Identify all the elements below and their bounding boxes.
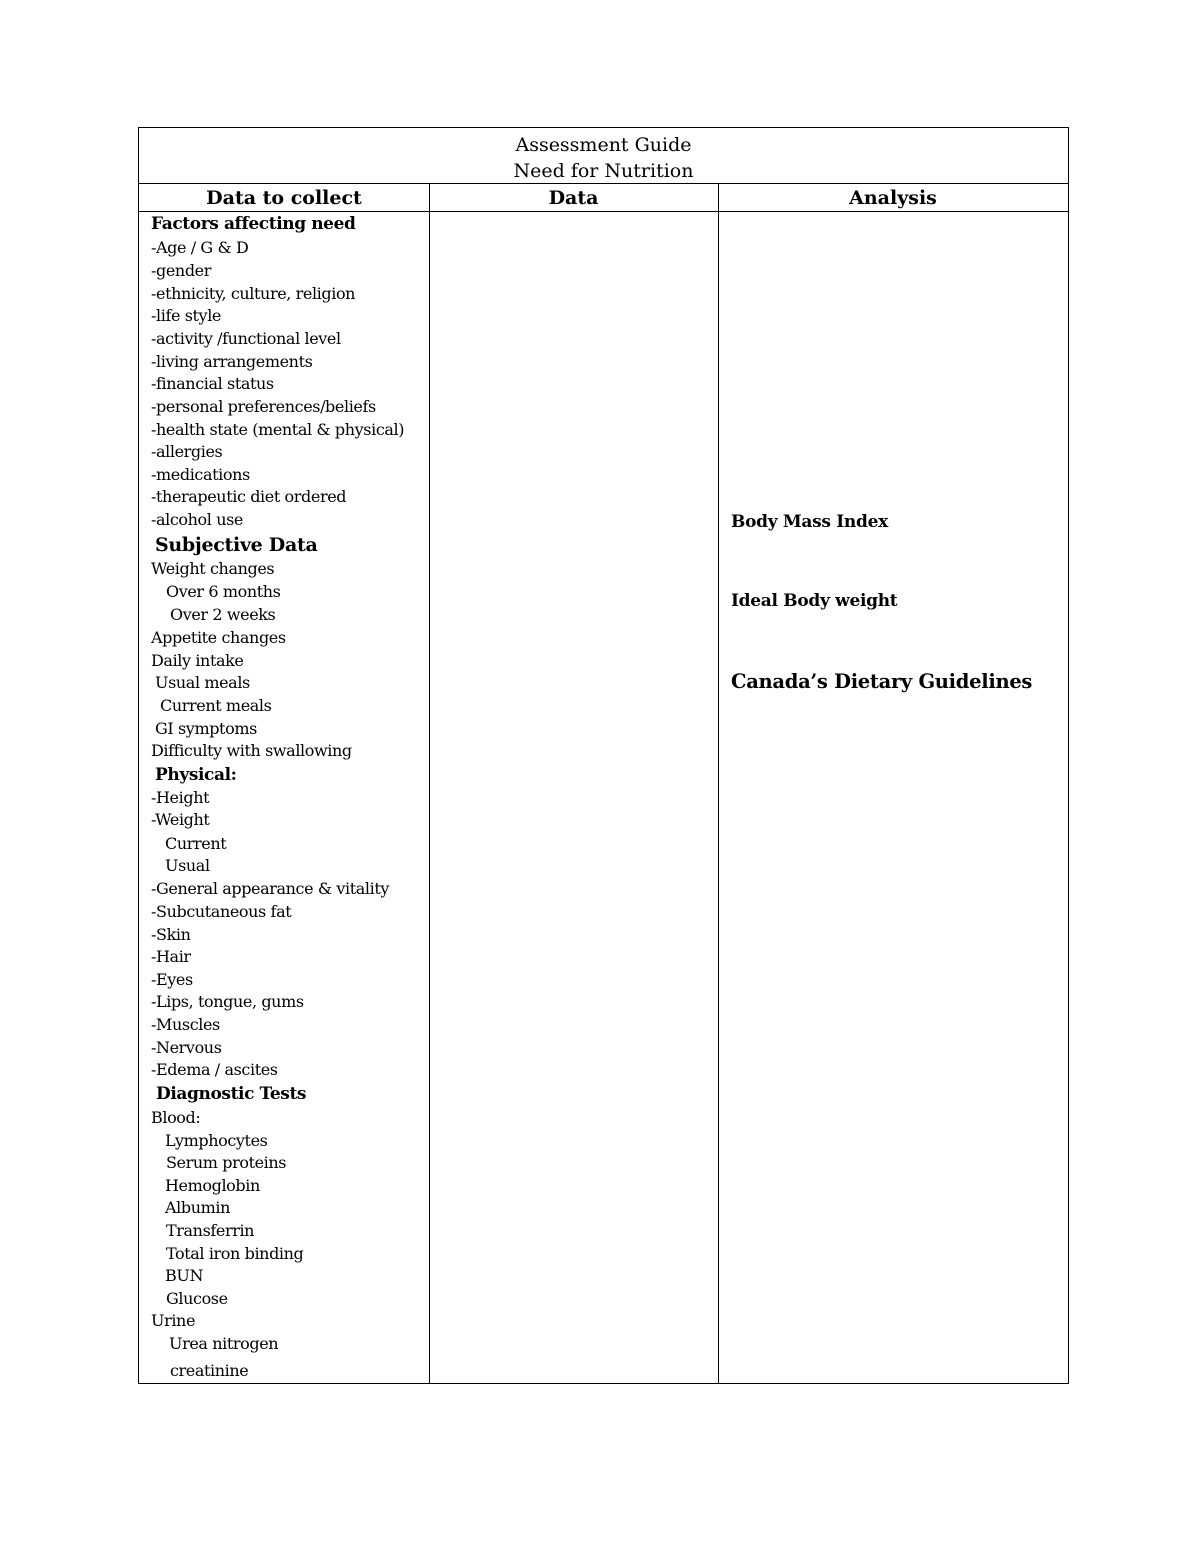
data-to-collect-cell [139, 212, 429, 1383]
list-item: -Lips, tongue, gums [151, 992, 304, 1011]
list-item: GI symptoms [155, 719, 257, 738]
list-item: Daily intake [151, 651, 244, 670]
list-item: Total iron binding [166, 1244, 304, 1263]
list-item: Over 6 months [166, 582, 281, 601]
data-cell [429, 212, 718, 1383]
list-item: -allergies [151, 442, 223, 461]
header-data-to-collect: Data to collect [206, 187, 362, 209]
list-item: -Subcutaneous fat [151, 902, 292, 921]
title-line-2: Need for Nutrition [513, 160, 694, 182]
list-item: -Muscles [151, 1015, 220, 1034]
list-item: -life style [151, 306, 221, 325]
list-item: Albumin [165, 1198, 231, 1217]
list-item: -Eyes [151, 970, 193, 989]
list-item: Urine [151, 1311, 196, 1330]
table-title [139, 128, 1068, 184]
list-item: -therapeutic diet ordered [151, 487, 347, 506]
section-subjective-data: Subjective Data [155, 534, 318, 556]
list-item: -medications [151, 465, 250, 484]
list-item: -activity /functional level [151, 329, 341, 348]
section-physical: Physical: [155, 765, 237, 785]
list-item: Difficulty with swallowing [151, 741, 352, 760]
analysis-cell [718, 212, 1068, 1383]
list-item: -personal preferences/beliefs [151, 397, 376, 416]
section-diagnostic-tests: Diagnostic Tests [156, 1084, 307, 1104]
list-item: Hemoglobin [165, 1176, 260, 1195]
title-line-1: Assessment Guide [515, 134, 692, 156]
list-item: Current meals [160, 696, 272, 715]
column-header-row [139, 184, 1068, 212]
list-item: Usual meals [155, 673, 250, 692]
list-item: BUN [165, 1266, 204, 1285]
list-item: creatinine [170, 1361, 249, 1380]
list-item: -ethnicity, culture, religion [151, 284, 356, 303]
list-item: Urea nitrogen [169, 1334, 279, 1353]
list-item: -living arrangements [151, 352, 313, 371]
list-item: -Height [151, 788, 210, 807]
header-analysis: Analysis [849, 187, 937, 209]
list-item: -Age / G & D [151, 238, 249, 257]
list-item: -General appearance & vitality [151, 879, 390, 898]
list-item: -gender [151, 261, 211, 280]
assessment-guide-table [138, 127, 1069, 1384]
section-factors-affecting-need: Factors affecting need [151, 214, 356, 234]
list-item: -Edema / ascites [151, 1060, 278, 1079]
list-item: -Nervous [151, 1038, 222, 1057]
list-item: -Hair [151, 947, 191, 966]
analysis-canadas-dietary-guidelines: Canada’s Dietary Guidelines [731, 670, 1033, 693]
list-item: Usual [165, 856, 210, 875]
list-item: Lymphocytes [165, 1131, 268, 1150]
analysis-body-mass-index: Body Mass Index [731, 512, 888, 532]
list-item: Blood: [151, 1108, 201, 1127]
list-item: Weight changes [151, 559, 275, 578]
list-item: Serum proteins [166, 1153, 287, 1172]
list-item: -health state (mental & physical) [151, 420, 405, 439]
header-data: Data [548, 187, 599, 209]
list-item: -Skin [151, 925, 191, 944]
analysis-ideal-body-weight: Ideal Body weight [731, 591, 898, 611]
list-item: Glucose [166, 1289, 228, 1308]
list-item: -financial status [151, 374, 274, 393]
list-item: -Weight [151, 810, 210, 829]
list-item: -alcohol use [151, 510, 243, 529]
list-item: Appetite changes [151, 628, 286, 647]
list-item: Over 2 weeks [170, 605, 276, 624]
list-item: Transferrin [166, 1221, 255, 1240]
list-item: Current [165, 834, 227, 853]
